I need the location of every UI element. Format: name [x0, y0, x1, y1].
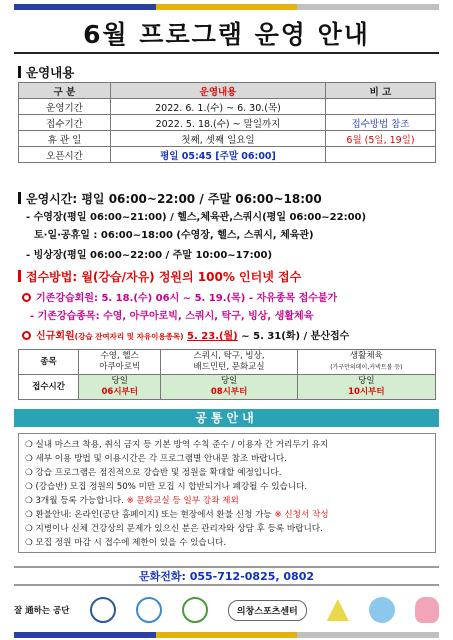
registration-time-row	[19, 375, 436, 400]
registration-item-sub: (가구만의데이,커넥트볼 등)	[330, 364, 403, 371]
new-members-label: 신규회원	[36, 331, 75, 342]
registration-day: 당일	[220, 376, 238, 386]
registration-time	[161, 375, 297, 400]
registration-hour: 10시부터	[348, 387, 385, 397]
new-members-line	[22, 327, 349, 342]
list-item-note: ※ 문화교실 등 일부 강좌 제외	[126, 496, 239, 506]
list-item-text: 환불안내: 온라인(공단 홈페이지) 또는 현장에서 환불 신청 가능	[35, 510, 272, 520]
schedule-header-category: 구 분	[19, 83, 111, 99]
schedule-content: 평일 05:45 [주말 06:00]	[111, 147, 326, 163]
table-row	[19, 147, 436, 163]
schedule-label: 오픈시간	[19, 147, 111, 163]
contact-phone: 문화전화: 055-712-0825, 0802	[14, 566, 439, 586]
registration-item	[297, 350, 435, 375]
list-item: ❍ (강습반) 모집 정원의 50% 미만 모집 시 합반되거나 폐강될 수 있습니다.	[25, 480, 429, 494]
mascot-icon	[415, 597, 439, 623]
registration-day: 당일	[358, 376, 375, 386]
hours-heading: 운영시간: 평일 06:00~22:00 / 주말 06:00~18:00	[18, 190, 322, 207]
schedule-note: 접수방법 참조	[326, 115, 436, 131]
schedule-header-content: 운영내용	[111, 83, 326, 99]
registration-item-label: 종목	[19, 350, 79, 375]
list-item	[25, 494, 429, 508]
list-item: ❍ 지병이나 신체 건강상의 문제가 있으신 분은 관리자와 상담 후 등록 바랍니다.	[25, 522, 429, 536]
new-members-rest: ~ 5. 31(화) / 분산접수	[241, 331, 350, 342]
registration-time-label: 접수시간	[19, 375, 79, 400]
existing-members-text: 기존강습회원: 5. 18.(수) 06시 ~ 5. 19.(목) - 자유종목 접수불가	[36, 293, 338, 304]
schedule-header-note: 비 고	[326, 83, 436, 99]
registration-item-name: 생활체육	[349, 351, 383, 361]
footer	[14, 592, 439, 628]
list-item-text: 3개월 등록 가능합니다.	[35, 496, 124, 506]
bottom-color-bar	[14, 632, 439, 638]
hours-line-2: 토·일·공휴일 : 06:00~18:00 (수영장, 헬스, 스쿼시, 체육관)	[34, 230, 314, 241]
schedule-note	[326, 147, 436, 163]
existing-members-line	[22, 289, 337, 304]
common-notice-box	[18, 433, 436, 553]
schedule-label: 운영기간	[19, 99, 111, 115]
registration-table	[18, 349, 436, 400]
registration-day: 당일	[111, 376, 128, 386]
existing-sports-line: - 기존강습종목: 수영, 아쿠아로빅, 스쿼시, 탁구, 빙상, 생활체육	[30, 311, 314, 322]
list-item-note: ※ 신청서 작성	[274, 510, 329, 520]
emblem-icon	[182, 597, 208, 623]
circle-bullet-icon	[22, 331, 31, 340]
registration-item: 수영, 헬스 아쿠아로빅	[79, 350, 161, 375]
new-members-date: 5. 23.(월)	[187, 331, 238, 342]
table-row	[19, 115, 436, 131]
mascot-icon	[369, 597, 395, 623]
schedule-content: 2022. 6. 1.(수) ~ 6. 30.(목)	[111, 99, 326, 115]
new-members-paren: (강습 잔여자리 및 자유이용종목)	[74, 332, 184, 341]
registration-time	[79, 375, 161, 400]
list-item	[25, 508, 429, 522]
registration-item: 스쿼시, 탁구, 빙상, 배드민턴, 문화교실	[161, 350, 297, 375]
title-box	[14, 14, 439, 54]
schedule-note	[326, 99, 436, 115]
emblem-icon	[90, 597, 116, 623]
registration-hour: 06시부터	[101, 387, 138, 397]
registration-time	[297, 375, 435, 400]
schedule-note: 6월 (5일, 19일)	[326, 131, 436, 147]
schedule-header-row	[19, 83, 436, 99]
footer-slogan: 잘 通하는 공단	[14, 606, 70, 616]
section-heading-contents: 운영내용	[18, 63, 74, 81]
hours-line-1: - 수영장(평일 06:00~21:00) / 헬스,체육관,스쿼시(평일 06:00~22:00)	[26, 212, 367, 223]
page-title: 6월 프로그램 운영 안내	[83, 20, 370, 49]
emblem-icon	[136, 597, 162, 623]
list-item: ❍ 모집 정원 마감 시 접수에 제한이 있을 수 있습니다.	[25, 536, 429, 550]
schedule-label: 접수기간	[19, 115, 111, 131]
list-item: ❍ 세부 이용 방법 및 이용시간은 각 프로그램별 안내문 참조 바랍니다.	[25, 452, 429, 466]
top-color-bar	[14, 4, 439, 10]
list-item: ❍ 강습 프로그램은 점진적으로 강습반 및 정원을 확대할 예정입니다.	[25, 466, 429, 480]
schedule-content: 2022. 5. 18.(수) ~ 말일까지	[111, 115, 326, 131]
registration-item-row	[19, 350, 436, 375]
table-row	[19, 131, 436, 147]
mountain-logo-icon	[327, 599, 349, 621]
hours-line-3: - 빙상장(평일 06:00~22:00 / 주말 10:00~17:00)	[26, 250, 273, 261]
footer-org-logo: 의창스포츠센터	[228, 600, 307, 621]
method-heading	[18, 268, 301, 285]
list-item: ❍ 실내 마스크 착용, 취식 금지 등 기본 방역 수칙 준수 / 이용자 간 거리두기 유지	[25, 438, 429, 452]
circle-bullet-icon	[22, 293, 31, 302]
table-row	[19, 99, 436, 115]
registration-hour: 08시부터	[210, 387, 248, 397]
schedule-table	[18, 82, 436, 163]
schedule-content: 첫째, 셋째 일요일	[111, 131, 326, 147]
method-heading-text: 접수방법: 월(강습/자유) 정원의 100% 인터넷 접수	[26, 270, 302, 284]
schedule-label: 휴 관 일	[19, 131, 111, 147]
common-notice-title: 공통안내	[14, 409, 439, 427]
